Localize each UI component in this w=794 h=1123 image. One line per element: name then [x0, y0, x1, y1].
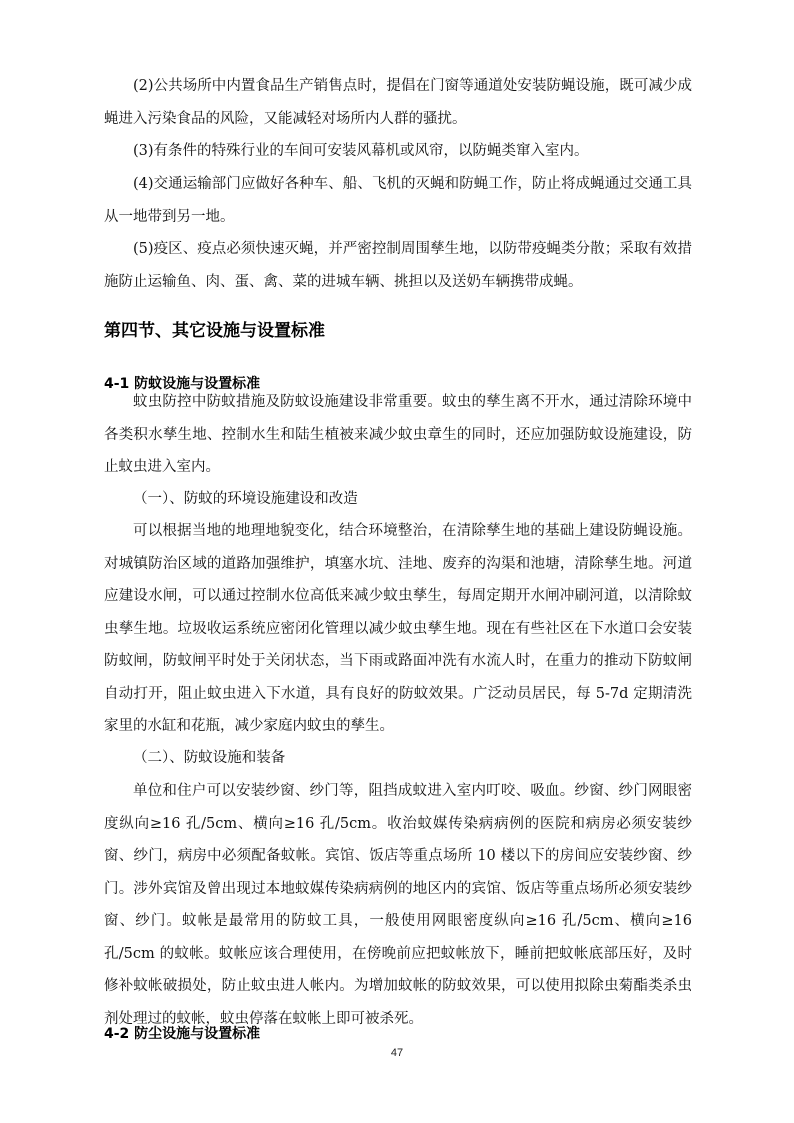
paragraph-transport: (4)交通运输部门应做好各种车、船、飞机的灭蝇和防蝇工作，防止将成蝇通过交通工具从一地带到另一地。: [104, 176, 692, 225]
section-title: 第四节、其它设施与设置标准: [104, 321, 325, 341]
paragraph-special-industry: (3)有条件的特殊行业的车间可安装风幕机或风帘，以防蝇类窜入室内。: [133, 143, 589, 159]
paragraph-mosquito-intro: 蚊虫防控中防蚊措施及防蚊设施建设非常重要。蚊虫的孳生离不开水，通过清除环境中各类积水孳生地、控制水生和陆生植被来减少蚊虫章生的同时，还应加强防蚊设施建设，防止蚊虫进入室内。: [104, 394, 692, 475]
heading-environment-facilities: （一）、防蚊的环境设施建设和改造: [133, 491, 358, 507]
subsection-title-4-2: 4-2 防尘设施与设置标准: [104, 1026, 261, 1042]
paragraph-public-places: (2)公共场所中内置食品生产销售点时，提倡在门窗等通道处安装防蝇设施，既可减少成蝇进入污染食品的风险，又能减轻对场所内人群的骚扰。: [104, 78, 692, 127]
heading-mosquito-equipment: （二）、防蚊设施和装备: [133, 750, 286, 766]
paragraph-epidemic-area: (5)疫区、疫点必须快速灭蝇，并严密控制周围孳生地，以防带疫蝇类分散；采取有效措施防止运输鱼、肉、蛋、禽、菜的进城车辆、挑担以及送奶车辆携带成蝇。: [104, 241, 692, 290]
page-number: 47: [390, 1047, 404, 1059]
paragraph-environment-facilities: 可以根据当地的地理地貌变化，结合环境整治，在清除孳生地的基础上建设防蝇设施。对城镇防治区域的道路加强维护，填塞水坑、洼地、废弃的沟渠和池塘，清除孳生地。河道应建设水闸，可以通过控制水位高低来减少蚊虫孳生，每周定期开水闸冲刷河道，以清除蚊虫孳生地。垃圾收运系统应密闭化管理以减少蚊虫孳生地。现在有些社区在下水道口会安装防蚊闸，防蚊闸平时处于关闭状态，当下雨或路面冲洗有水流人时，在重力的推动下防蚊闸自动打开，阻止蚊虫进入下水道，具有良好的防蚊效果。广泛动员居民，每 5-7d 定期清洗家里的水缸和花瓶，减少家庭内蚊虫的孳生。: [104, 523, 692, 734]
subsection-title-4-1: 4-1 防蚊设施与设置标准: [104, 376, 261, 392]
paragraph-mosquito-equipment: 单位和住户可以安装纱窗、纱门等，阻挡成蚊进入室内叮咬、吸血。纱窗、纱门网眼密度纵向≥16 孔/5cm、横向≥16 孔/5cm。收治蚊媒传染病病例的医院和病房必须安装纱窗、纱门，病房中必须配备蚊帐。宾馆、饭店等重点场所 10 楼以下的房间应安装纱窗、纱门。涉外宾馆及曾出现过本地蚊媒传染病病例的地区内的宾馆、饭店等重点场所必须安装纱窗、纱门。蚊帐是最常用的防蚊工具，一般使用网眼密度纵向≥16 孔/5cm、横向≥16 孔/5cm 的蚊帐。蚊帐应该合理使用，在傍晚前应把蚊帐放下，睡前把蚊帐底部压好，及时修补蚊帐破损处，防止蚊虫进人帐内。为增加蚊帐的防蚊效果，可以使用拟除虫菊酯类杀虫剂处理过的蚊帐，蚊虫停落在蚊帐上即可被杀死。: [104, 783, 692, 1027]
